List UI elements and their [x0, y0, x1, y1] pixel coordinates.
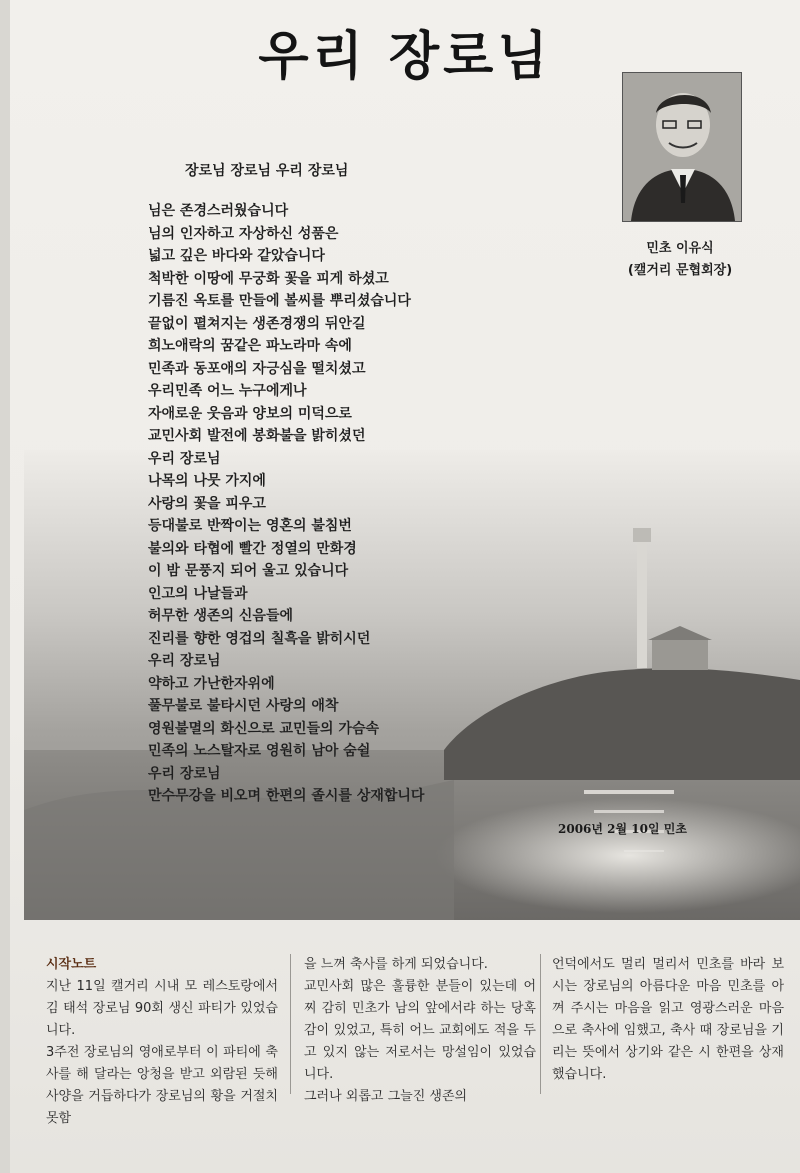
- poem-line: 등대불로 반짝이는 영혼의 불침번: [148, 518, 352, 534]
- column-divider: [540, 954, 541, 1094]
- column-divider: [290, 954, 291, 1094]
- poem-line: 약하고 가난한자위에: [148, 675, 275, 692]
- poem-line: 우리민족 어느 누구에게나: [148, 383, 307, 399]
- notes-column-3: [552, 954, 784, 1086]
- notes-paragraph: 교민사회 많은 훌륭한 분들이 있는데 어찌 감히 민초가 남의 앞에서랴 하는 당혹감이 있었고, 특히 어느 교회에도 적을 두고 있지 않는 저로서는 망설임이 있었습니다.: [304, 979, 536, 1082]
- notes-paragraph: 을 느껴 축사를 하게 되었습니다.: [304, 957, 488, 972]
- poem-line: 영원불멸의 화신으로 교민들의 가슴속: [148, 720, 380, 737]
- poem-line: 우리 장로님: [148, 450, 221, 467]
- poem-line: 님의 인자하고 자상하신 성품은: [148, 225, 339, 242]
- newspaper-page: [10, 0, 800, 1173]
- notes-paragraph: 3주전 장로님의 영애로부터 이 파티에 축사를 해 달라는 앙청을 받고 외람된 듯해 사양을 거듭하다가 장로님의 황을 거절치 못함: [46, 1045, 278, 1126]
- poem-opening-line: 장로님 장로님 우리 장로님: [185, 163, 349, 179]
- poem-line: 자애로운 웃음과 양보의 미덕으로: [148, 405, 352, 422]
- poem-line: 교민사회 발전에 봉화불을 밝히셨던: [148, 428, 366, 444]
- poem-line: 민족의 노스탈자로 영원히 남아 숨쉴: [148, 743, 371, 759]
- poem-line: 불의와 타협에 빨간 정열의 만화경: [148, 540, 357, 557]
- poem-line: 만수무강을 비오며 한편의 졸시를 상재합니다: [148, 788, 425, 804]
- poem-line: 풀무불로 불타시던 사랑의 애착: [148, 698, 339, 714]
- poem-line: 인고의 나날들과: [148, 585, 248, 602]
- author-portrait: [622, 72, 742, 222]
- poem-line: 사랑의 꽃을 피우고: [148, 495, 266, 512]
- notes-column-2: [304, 954, 536, 1108]
- poem-line: 이 밤 문풍지 되어 울고 있습니다: [148, 563, 349, 579]
- notes-column-1: [46, 954, 278, 1130]
- notes-heading: 시작노트: [46, 957, 97, 972]
- poem-line: 우리 장로님: [148, 765, 221, 782]
- author-caption: [610, 238, 750, 282]
- poem-line: 허무한 생존의 신음들에: [148, 608, 293, 624]
- poem-line: 나목의 나뭇 가지에: [148, 473, 266, 489]
- notes-paragraph: 지난 11일 캘거리 시내 모 레스토랑에서 김 태석 장로님 90회 생신 파티가 있었습니다.: [46, 979, 278, 1038]
- poem-line: 기름진 옥토를 만들에 볼씨를 뿌리셨습니다: [148, 293, 411, 309]
- poem-line: 진리를 향한 영겁의 칠흑을 밝히시던: [148, 630, 371, 647]
- notes-paragraph: 언덕에서도 멀리 멀리서 민초를 바라 보시는 장로님의 아름다운 마음 민초를 아껴 주시는 마음을 읽고 영광스러운 마음으로 축사에 임했고, 축사 때 장로님을 기리는 뜻에서 상기와 같은 시 한편을 상재했습니다.: [552, 957, 784, 1082]
- article-title: 우리 장로님: [258, 27, 552, 87]
- poem-line: 우리 장로님: [148, 653, 221, 669]
- author-position: (캘거리 문협회장): [627, 263, 733, 278]
- author-name: 민초 이유식: [646, 241, 714, 256]
- poem-line: 님은 존경스러웠습니다: [148, 203, 289, 219]
- poem-line: 척박한 이땅에 무궁화 꽃을 피게 하셨고: [148, 270, 389, 287]
- notes-paragraph: 그러나 외롭고 그늘진 생존의: [304, 1089, 468, 1104]
- poem-line: 민족과 동포애의 자긍심을 떨치셨고: [148, 360, 366, 377]
- poem-line: 넓고 깊은 바다와 같았습니다: [148, 248, 325, 264]
- poet-notes-section: [32, 940, 792, 1140]
- poem-body: [148, 200, 608, 808]
- poem-date-signature: 2006년 2월 10일 민초: [558, 822, 687, 836]
- poem-line: 희노애락의 꿈같은 파노라마 속에: [148, 338, 352, 354]
- poem-line: 끝없이 펼쳐지는 생존경쟁의 뒤안길: [148, 315, 366, 332]
